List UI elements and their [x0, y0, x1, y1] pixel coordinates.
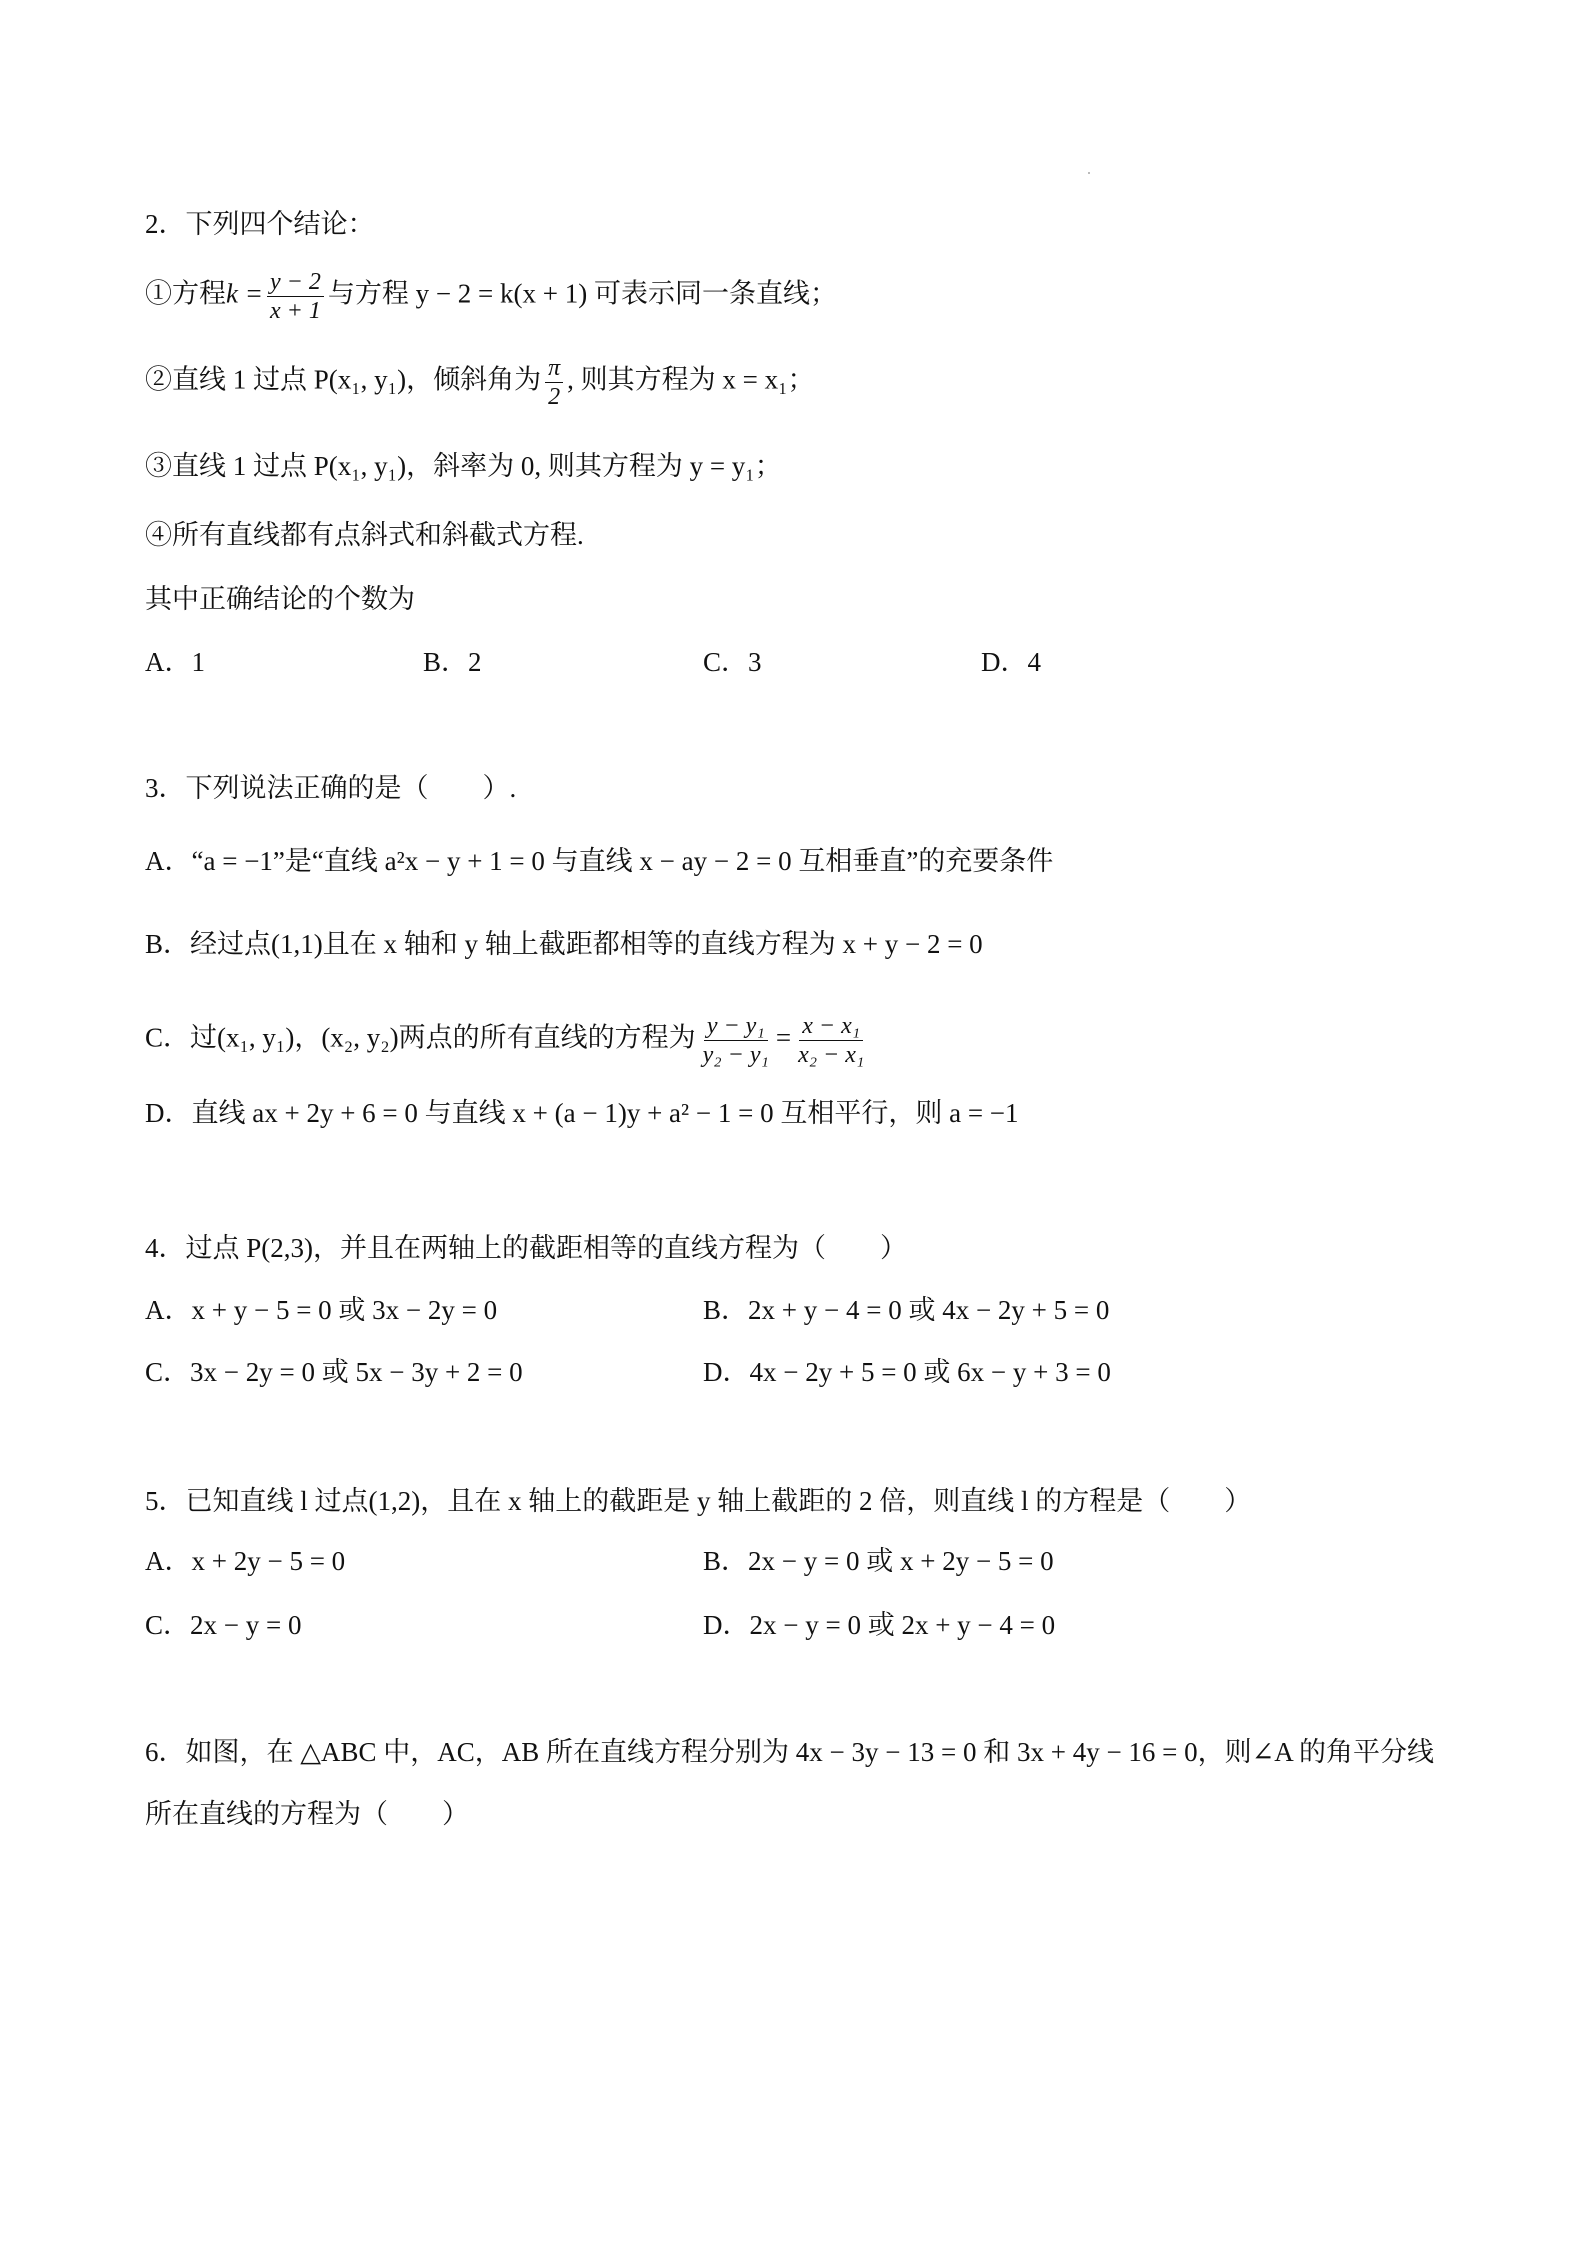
option-b: B．经过点(1,1)且在 x 轴和 y 轴上截距都相等的直线方程为 x + y − 2 = 0: [145, 929, 983, 959]
fraction-numerator: y − y₁: [704, 1012, 768, 1041]
option-a: A．x + 2y − 5 = 0: [145, 1546, 346, 1576]
option-b: B．2: [423, 647, 482, 677]
question-6-line-2: 所在直线的方程为（ ）: [145, 1799, 469, 1829]
question-2-ask: 其中正确结论的个数为: [145, 584, 415, 614]
option-d: D．2x − y = 0 或 2x + y − 4 = 0: [703, 1610, 1056, 1640]
option-c: C．3: [703, 647, 762, 677]
option-a: A．x + y − 5 = 0 或 3x − 2y = 0: [145, 1295, 498, 1325]
statement-2: [145, 354, 815, 411]
fraction-denominator: x₂ − x₁: [798, 1042, 865, 1068]
option-c-prefix: C．过(x₁, y₁)，(x₂, y₂)两点的所有直线的方程为: [145, 1022, 696, 1053]
question-2-title: 2．下列四个结论：: [145, 209, 375, 239]
scan-speck: [1088, 172, 1090, 174]
statement-2-suffix: , 则其方程为 x = x₁；: [567, 364, 815, 395]
fraction: [700, 1012, 772, 1069]
statement-1-suffix: 与方程 y − 2 = k(x + 1) 可表示同一条直线；: [327, 278, 837, 309]
statement-3: ③直线 1 过点 P(x₁, y₁)，斜率为 0, 则其方程为 y = y₁；: [145, 451, 782, 481]
option-d: D．4x − 2y + 5 = 0 或 6x − y + 3 = 0: [703, 1357, 1111, 1387]
option-c: [145, 1012, 871, 1069]
fraction-denominator: 2: [548, 384, 561, 410]
fraction: [267, 268, 324, 325]
question-5-title: 5．已知直线 l 过点(1,2)，且在 x 轴上的截距是 y 轴上截距的 2 倍，则直线 l 的方程是（ ）: [145, 1486, 1252, 1516]
question-4-title: 4．过点 P(2,3)，并且在两轴上的截距相等的直线方程为（ ）: [145, 1233, 907, 1263]
option-d: D．直线 ax + 2y + 6 = 0 与直线 x + (a − 1)y + a² − 1 = 0 互相平行，则 a = −1: [145, 1098, 1019, 1128]
fraction-denominator: x + 1: [269, 298, 321, 324]
option-a: A．“a = −1”是“直线 a²x − y + 1 = 0 与直线 x − ay − 2 = 0 互相垂直”的充要条件: [145, 846, 1054, 876]
fraction-numerator: π: [545, 354, 563, 383]
statement-1-prefix: ①方程: [145, 278, 226, 309]
fraction: [795, 1012, 867, 1069]
option-b: B．2x + y − 4 = 0 或 4x − 2y + 5 = 0: [703, 1295, 1110, 1325]
fraction-numerator: y − 2: [267, 268, 324, 297]
question-3-title: 3．下列说法正确的是（ ）.: [145, 773, 517, 803]
statement-2-prefix: ②直线 1 过点 P(x₁, y₁)，倾斜角为: [145, 364, 542, 395]
question-6-line-1: 6．如图，在 △ABC 中，AC，AB 所在直线方程分别为 4x − 3y − 13 = 0 和 3x + 4y − 16 = 0，则∠A 的角平分线: [145, 1737, 1435, 1767]
statement-1: [145, 268, 837, 325]
fraction-denominator: y₂ − y₁: [702, 1042, 769, 1068]
statement-1-lhs: k =: [226, 278, 263, 309]
option-b: B．2x − y = 0 或 x + 2y − 5 = 0: [703, 1546, 1054, 1576]
equals-sign: =: [775, 1022, 792, 1053]
option-c: C．2x − y = 0: [145, 1610, 302, 1640]
option-d: D．4: [981, 647, 1041, 677]
option-a: A．1: [145, 647, 205, 677]
fraction-numerator: x − x₁: [799, 1012, 863, 1041]
fraction: [545, 354, 563, 411]
statement-4: ④所有直线都有点斜式和斜截式方程.: [145, 520, 584, 550]
option-c: C．3x − 2y = 0 或 5x − 3y + 2 = 0: [145, 1357, 523, 1387]
